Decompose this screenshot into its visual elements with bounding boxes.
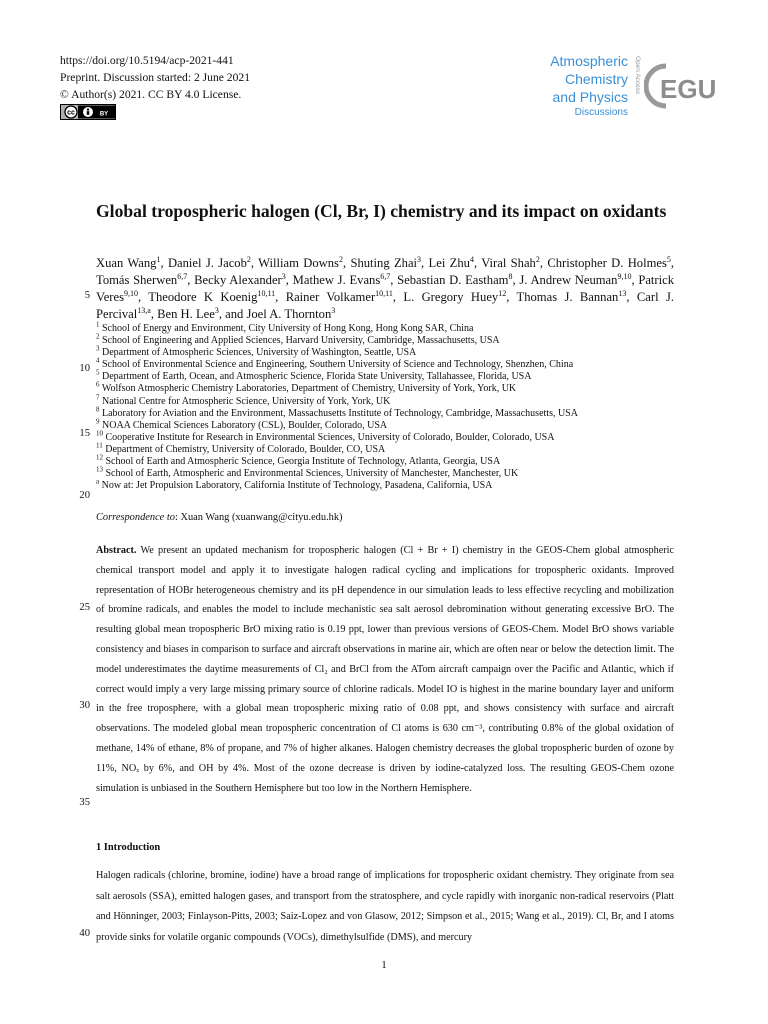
author-affiliation-mark: 3 (214, 305, 219, 315)
author-affiliation-mark: 9,10 (617, 271, 632, 281)
author-name: J. Andrew Neuman (519, 273, 618, 287)
cc-by-license-icon[interactable] (60, 104, 116, 120)
author-name: Christopher D. Holmes (547, 256, 667, 270)
author-affiliation-mark: 3 (417, 254, 422, 264)
abstract-text: We present an updated mechanism for tropospheric halogen (Cl + Br + I) chemistry in the GEOS-Chem global atmospheric chemical transport model and apply it to investigate halogen radical cycling and implications for tropospheric oxidants. Improved representation of HOBr heterogeneous chemistry and its pH dependence in our simulation leads to less effective recycling and mobilization of bromine radicals, and enables the model to include mechanistic sea salt aerosol debromination without generating excessive BrO. The resulting global mean tropospheric BrO mixing ratio is 0.19 ppt, lower than previous versions of GEOS-Chem. Model BrO shows variable consistency and biases in comparison to surface and aircraft observations in marine air, which are often near or below the detection limit. The model underestimates the daytime measurements of Cl₂ and BrCl from the ATom aircraft campaign over the Pacific and Atlantic, which if correct would imply a very large missing primary source of chlorine radicals. Model IO is highest in the marine boundary layer and uniform in the free troposphere, with a global mean tropospheric mixing ratio of 0.08 ppt, and shows consistency with surface and aircraft observations. The modeled global mean tropospheric concentration of Cl atoms is 630 cm⁻³, contributing 0.8% of the global oxidation of methane, 14% of ethane, 8% of propane, and 7% of higher alkanes. Halogen chemistry decreases the global tropospheric burden of ozone by 11%, NOₓ by 6%, and OH by 4%. Most of the ozone decrease is driven by iodine-catalyzed loss. The resulting GEOS-Chem ozone simulation is unbiased in the Southern Hemisphere but too low in the Northern Hemisphere. (96, 545, 674, 794)
line-number: 15 (79, 428, 90, 439)
author-name: Viral Shah (481, 256, 536, 270)
svg-text:EGU: EGU (660, 74, 717, 104)
affiliation-item: $^3$ Department of Atmospheric Sciences, University of Washington, Seattle, USA (96, 344, 417, 359)
affiliation-item: $^8$ Laboratory for Aviation and the Environment, Massachusetts Institute of Technology, Cambridge, Massachusetts, USA (96, 405, 578, 419)
correspondence-email[interactable]: : Xuan Wang (xuanwang@cityu.edu.hk) (174, 512, 343, 523)
author-name: Patrick Veres (96, 273, 675, 304)
author-affiliation-mark: 12 (498, 288, 507, 298)
author-affiliation-mark: 3 (331, 305, 336, 315)
line-number: 5 (84, 290, 90, 301)
affiliation-item: $^a$ Now at: Jet Propulsion Laboratory, California Institute of Technology, Pasadena, California, USA (96, 477, 493, 492)
open-access-icon (630, 52, 642, 116)
egu-logo-icon (644, 58, 724, 114)
author-affiliation-mark: 10,11 (257, 288, 276, 298)
author-affiliation-mark: 10,11 (375, 288, 393, 298)
author-name: Joel A. Thornton (246, 307, 332, 321)
line-number: 20 (79, 490, 90, 501)
svg-text:BY: BY (99, 111, 109, 118)
author-affiliation-mark: 1 (156, 254, 161, 264)
correspondence (96, 512, 343, 523)
author-affiliation-mark: 8 (508, 271, 513, 281)
section-heading: 1 Introduction (96, 842, 161, 853)
affiliation-item: $^4$ School of Environmental Science and Engineering, Southern University of Science and Technology, Shenzhen, China (96, 356, 574, 371)
author-name: Mathew J. Evans (292, 273, 381, 287)
author-name: Ben H. Lee (157, 307, 215, 321)
journal-name-line3: and Physics (552, 89, 628, 105)
author-affiliation-mark: 2 (535, 254, 540, 264)
affiliation-item: $^5$ Department of Earth, Ocean, and Atmospheric Science, Florida State University, Tallahassee, Florida, USA (96, 369, 532, 383)
line-number: 25 (79, 602, 90, 613)
author-name: Tomás Sherwen (96, 273, 178, 287)
affiliation-item: $^{10}$ Cooperative Institute for Research in Environmental Sciences, University of Colorado, Boulder, Colorado, USA (96, 429, 555, 443)
copyright-line: © Author(s) 2021. CC BY 4.0 License. (60, 88, 242, 101)
affiliation-list (96, 320, 674, 492)
author-name: L. Gregory Huey (403, 290, 499, 304)
author-name: Sebastian D. Eastham (397, 273, 509, 287)
author-affiliation-mark: 9,10 (123, 288, 138, 298)
abstract (96, 541, 674, 798)
author-name: Lei Zhu (428, 256, 470, 270)
author-affiliation-mark: 2 (338, 254, 343, 264)
svg-text:Open Access: Open Access (634, 56, 641, 95)
journal-discussions: Discussions (574, 107, 628, 118)
affiliation-item: $^{13}$ School of Earth, Atmospheric and Environmental Sciences, University of Manchester, Manchester, UK (96, 465, 519, 480)
affiliation-item: $^2$ School of Engineering and Applied Sciences, Harvard University, Cambridge, Massachusetts, USA (96, 332, 500, 347)
affiliation-item: $^6$ Wolfson Atmospheric Chemistry Laboratories, Department of Chemistry, University of York, York, UK (96, 381, 517, 395)
svg-text:cc: cc (67, 109, 75, 117)
preprint-header (60, 52, 250, 103)
author-name: Thomas J. Bannan (516, 290, 619, 304)
line-number: 40 (79, 928, 90, 939)
author-list: Xuan Wang$^1$, Daniel J. Jacob$^2$, William Downs$^2$, Shuting Zhai$^3$, Lei Zhu$^4$, Viral Shah$^2$, Christopher D. Holmes$^5$, Tomás Sherwen$^{6,7}$, Becky Alexander$^3$, Mathew J. Evans$^{6,7}$, Sebastian D. Eastham$^8$, J. Andrew Neuman$^{9,10}$, Patrick Veres$^{9,10}$, Theodore K Koenig$^{10,11}$, Rainer Volkamer$^{10,11}$, L. Gregory Huey$^{12}$, Thomas J. Bannan$^{13}$, Carl J. Percival$^{13,a}$, Ben H. Lee$^3$, and Joel A. Thornton$^3$ (96, 254, 675, 321)
author-affiliation-mark: 5 (666, 254, 671, 264)
line-number: 30 (79, 700, 90, 711)
affiliation-item: $^{12}$ School of Earth and Atmospheric Science, Georgia Institute of Technology, Atlanta, Georgia, USA (96, 453, 501, 468)
author-name: Daniel J. Jacob (167, 256, 247, 270)
author-name: Theodore K Koenig (148, 290, 258, 304)
author-affiliation-mark: 3 (281, 271, 286, 281)
correspondence-label: Correspondence to (96, 512, 175, 523)
author-affiliation-mark: 6,7 (380, 271, 391, 281)
line-number: 10 (79, 363, 90, 374)
author-affiliation-mark: 6,7 (177, 271, 188, 281)
author-affiliation-mark: 13,a (137, 305, 151, 315)
author-name: Xuan Wang (96, 256, 157, 270)
affiliation-item: $^{11}$ Department of Chemistry, University of Colorado, Boulder, CO, USA (96, 441, 386, 455)
affiliation-item: $^9$ NOAA Chemical Sciences Laboratory (CSL), Boulder, Colorado, USA (96, 417, 388, 431)
abstract-label: Abstract. (96, 545, 137, 556)
journal-name-line1: Atmospheric (550, 53, 628, 69)
doi-link[interactable]: https://doi.org/10.5194/acp-2021-441 (60, 54, 234, 67)
author-name: Shuting Zhai (350, 256, 418, 270)
author-name: William Downs (258, 256, 339, 270)
paper-title: Global tropospheric halogen (Cl, Br, I) chemistry and its impact on oxidants (96, 201, 667, 221)
introduction-text: Halogen radicals (chlorine, bromine, iodine) have a broad range of implications for tropospheric oxidant chemistry. They originate from sea salt aerosols (SSA), emitted halogen gases, and transport from the stratosphere, and cycle rapidly with inorganic non-radical reservoirs (Platt and Hönninger, 2003; Finlayson-Pitts, 2003; Saiz-Lopez and von Glasow, 2012; Simpson et al., 2015; Wang et al., 2019). Cl, Br, and I atoms provide sinks for volatile organic compounds (VOCs), dimethylsulfide (DMS), and mercury (96, 870, 674, 943)
journal-name-line2: Chemistry (564, 71, 628, 87)
page-number: 1 (381, 959, 387, 971)
journal-logo (532, 52, 724, 124)
affiliation-item: $^7$ National Centre for Atmospheric Science, University of York, York, UK (96, 393, 391, 407)
line-number: 35 (79, 797, 90, 808)
affiliation-item: $^1$ School of Energy and Environment, City University of Hong Kong, Hong Kong SAR, China (96, 320, 474, 334)
author-affiliation-mark: 4 (469, 254, 474, 264)
author-affiliation-mark: 2 (246, 254, 251, 264)
preprint-date: Preprint. Discussion started: 2 June 2021 (60, 71, 250, 84)
author-name: Rainer Volkamer (285, 290, 376, 304)
author-name: Becky Alexander (194, 273, 282, 287)
author-name: Carl J. Percival (96, 290, 674, 321)
author-affiliation-mark: 13 (618, 288, 627, 298)
